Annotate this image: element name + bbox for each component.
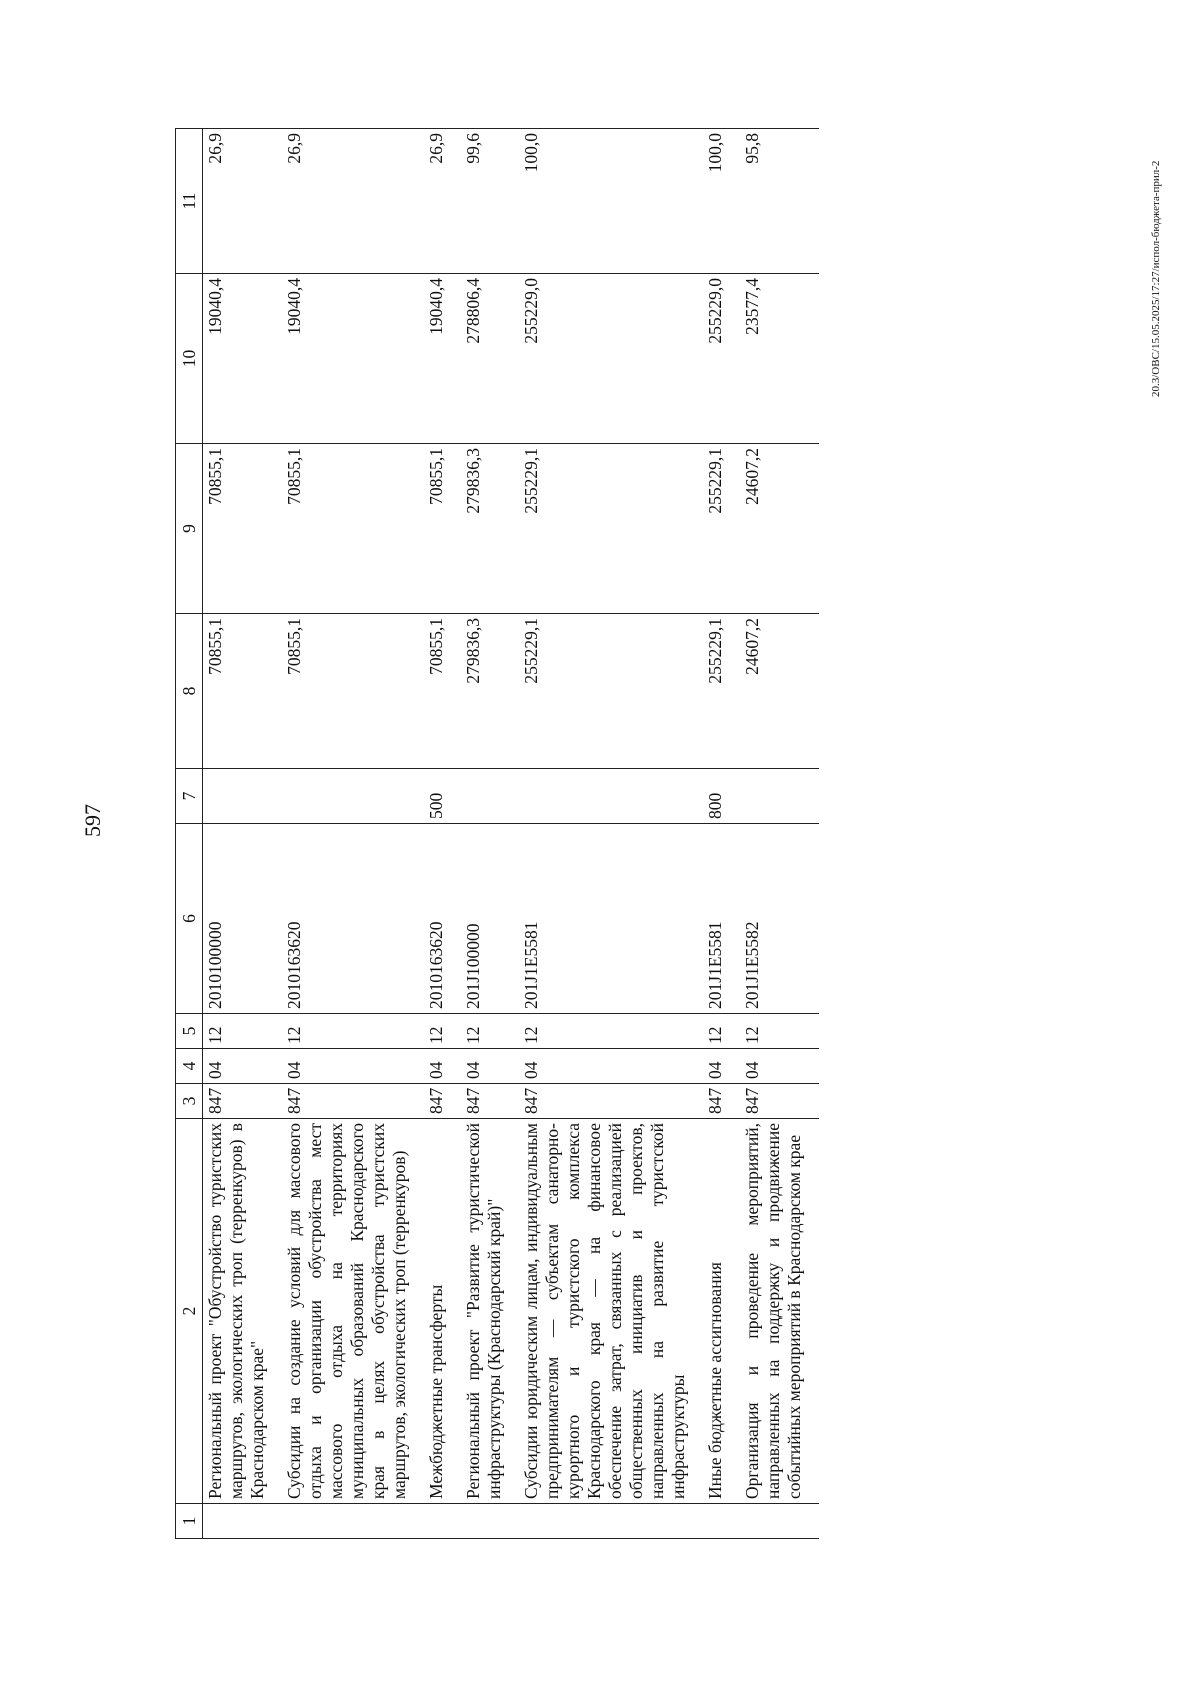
table-row	[424, 129, 461, 1539]
header-row	[176, 129, 203, 1539]
amount-cell: 70855,1	[203, 444, 283, 614]
row-number-cell	[703, 1504, 740, 1539]
item-name-cell: Субсидии юридическим лицам, индивидуальным предпринимателям — субъектам санаторно-курортного и туристского комплекса Краснодарского края — на финансовое обеспечение затрат, связанных с реализацией общественных инициатив и проектов, направленных на развитие туристской инфраструктуры	[519, 1119, 703, 1504]
expense-type-cell	[740, 769, 819, 824]
subsection-code-cell: 12	[740, 1014, 819, 1049]
amount-cell: 23577,4	[740, 274, 819, 444]
document-footer-code: 20.3/OBC/15.05.2025/17:27/испол-бюджета-прил-2	[1150, 160, 1162, 397]
ministry-code-cell: 847	[740, 1084, 819, 1119]
item-name-cell: Организация и проведение мероприятий, направленных на поддержку и продвижение событийных мероприятий в Краснодарском крае	[740, 1119, 819, 1504]
ministry-code-cell: 847	[282, 1084, 424, 1119]
amount-cell: 70855,1	[282, 444, 424, 614]
amount-cell: 19040,4	[203, 274, 283, 444]
table-row	[203, 129, 283, 1539]
amount-cell: 24607,2	[740, 444, 819, 614]
ministry-code-cell: 847	[424, 1084, 461, 1119]
ministry-code-cell: 847	[461, 1084, 519, 1119]
row-number-cell	[519, 1504, 703, 1539]
item-name-cell: Иные бюджетные ассигнования	[703, 1119, 740, 1504]
expense-type-cell: 500	[424, 769, 461, 824]
section-code-cell: 04	[703, 1049, 740, 1084]
amount-cell: 279836,3	[461, 444, 519, 614]
table-row	[461, 129, 519, 1539]
percent-cell: 99,6	[461, 129, 519, 274]
target-article-cell: 2010163620	[282, 824, 424, 1014]
row-number-cell	[740, 1504, 819, 1539]
column-header: 2	[176, 1119, 203, 1504]
column-header: 8	[176, 614, 203, 769]
column-header: 3	[176, 1084, 203, 1119]
section-code-cell: 04	[740, 1049, 819, 1084]
target-article-cell: 2010163620	[424, 824, 461, 1014]
subsection-code-cell: 12	[282, 1014, 424, 1049]
percent-cell: 95,8	[740, 129, 819, 274]
subsection-code-cell: 12	[461, 1014, 519, 1049]
column-header: 5	[176, 1014, 203, 1049]
subsection-code-cell: 12	[519, 1014, 703, 1049]
expense-type-cell	[519, 769, 703, 824]
ministry-code-cell: 847	[203, 1084, 283, 1119]
percent-cell: 26,9	[424, 129, 461, 274]
row-number-cell	[203, 1504, 283, 1539]
budget-table	[175, 128, 819, 1539]
item-name-cell: Региональный проект "Развитие туристической инфраструктуры (Краснодарский край)"	[461, 1119, 519, 1504]
amount-cell: 255229,1	[703, 444, 740, 614]
amount-cell: 70855,1	[282, 614, 424, 769]
amount-cell: 70855,1	[424, 614, 461, 769]
amount-cell: 255229,1	[519, 614, 703, 769]
row-number-cell	[424, 1504, 461, 1539]
amount-cell: 19040,4	[282, 274, 424, 444]
row-number-cell	[461, 1504, 519, 1539]
page-number: 597	[80, 804, 105, 837]
amount-cell: 255229,0	[519, 274, 703, 444]
item-name-cell: Региональный проект "Обустройство туристских маршрутов, экологических троп (терренкуров) в Краснодарском крае"	[203, 1119, 283, 1504]
item-name-cell: Межбюджетные трансферты	[424, 1119, 461, 1504]
column-header: 4	[176, 1049, 203, 1084]
row-number-cell	[282, 1504, 424, 1539]
section-code-cell: 04	[282, 1049, 424, 1084]
amount-cell: 278806,4	[461, 274, 519, 444]
item-name-cell: Субсидии на создание условий для массового отдыха и организации обустройства мест массового отдыха на территориях муниципальных образований Краснодарского края в целях обустройства туристских маршрутов, экологических троп (терренкуров)	[282, 1119, 424, 1504]
column-header: 11	[176, 129, 203, 274]
column-header: 6	[176, 824, 203, 1014]
target-article-cell: 201J1E5581	[519, 824, 703, 1014]
percent-cell: 100,0	[519, 129, 703, 274]
table-row	[519, 129, 703, 1539]
subsection-code-cell: 12	[703, 1014, 740, 1049]
amount-cell: 279836,3	[461, 614, 519, 769]
section-code-cell: 04	[461, 1049, 519, 1084]
column-header: 10	[176, 274, 203, 444]
table-row	[703, 129, 740, 1539]
amount-cell: 70855,1	[424, 444, 461, 614]
expense-type-cell	[203, 769, 283, 824]
amount-cell: 19040,4	[424, 274, 461, 444]
percent-cell: 26,9	[282, 129, 424, 274]
expense-type-cell: 800	[703, 769, 740, 824]
ministry-code-cell: 847	[519, 1084, 703, 1119]
target-article-cell: 2010100000	[203, 824, 283, 1014]
section-code-cell: 04	[519, 1049, 703, 1084]
section-code-cell: 04	[424, 1049, 461, 1084]
percent-cell: 26,9	[203, 129, 283, 274]
column-header: 1	[176, 1504, 203, 1539]
target-article-cell: 201J100000	[461, 824, 519, 1014]
expense-type-cell	[282, 769, 424, 824]
ministry-code-cell: 847	[703, 1084, 740, 1119]
target-article-cell: 201J1E5582	[740, 824, 819, 1014]
table-row	[282, 129, 424, 1539]
table-row	[740, 129, 819, 1539]
subsection-code-cell: 12	[424, 1014, 461, 1049]
amount-cell: 70855,1	[203, 614, 283, 769]
amount-cell: 255229,0	[703, 274, 740, 444]
target-article-cell: 201J1E5581	[703, 824, 740, 1014]
percent-cell: 100,0	[703, 129, 740, 274]
amount-cell: 255229,1	[703, 614, 740, 769]
section-code-cell: 04	[203, 1049, 283, 1084]
column-header: 7	[176, 769, 203, 824]
amount-cell: 255229,1	[519, 444, 703, 614]
expense-type-cell	[461, 769, 519, 824]
column-header: 9	[176, 444, 203, 614]
amount-cell: 24607,2	[740, 614, 819, 769]
subsection-code-cell: 12	[203, 1014, 283, 1049]
